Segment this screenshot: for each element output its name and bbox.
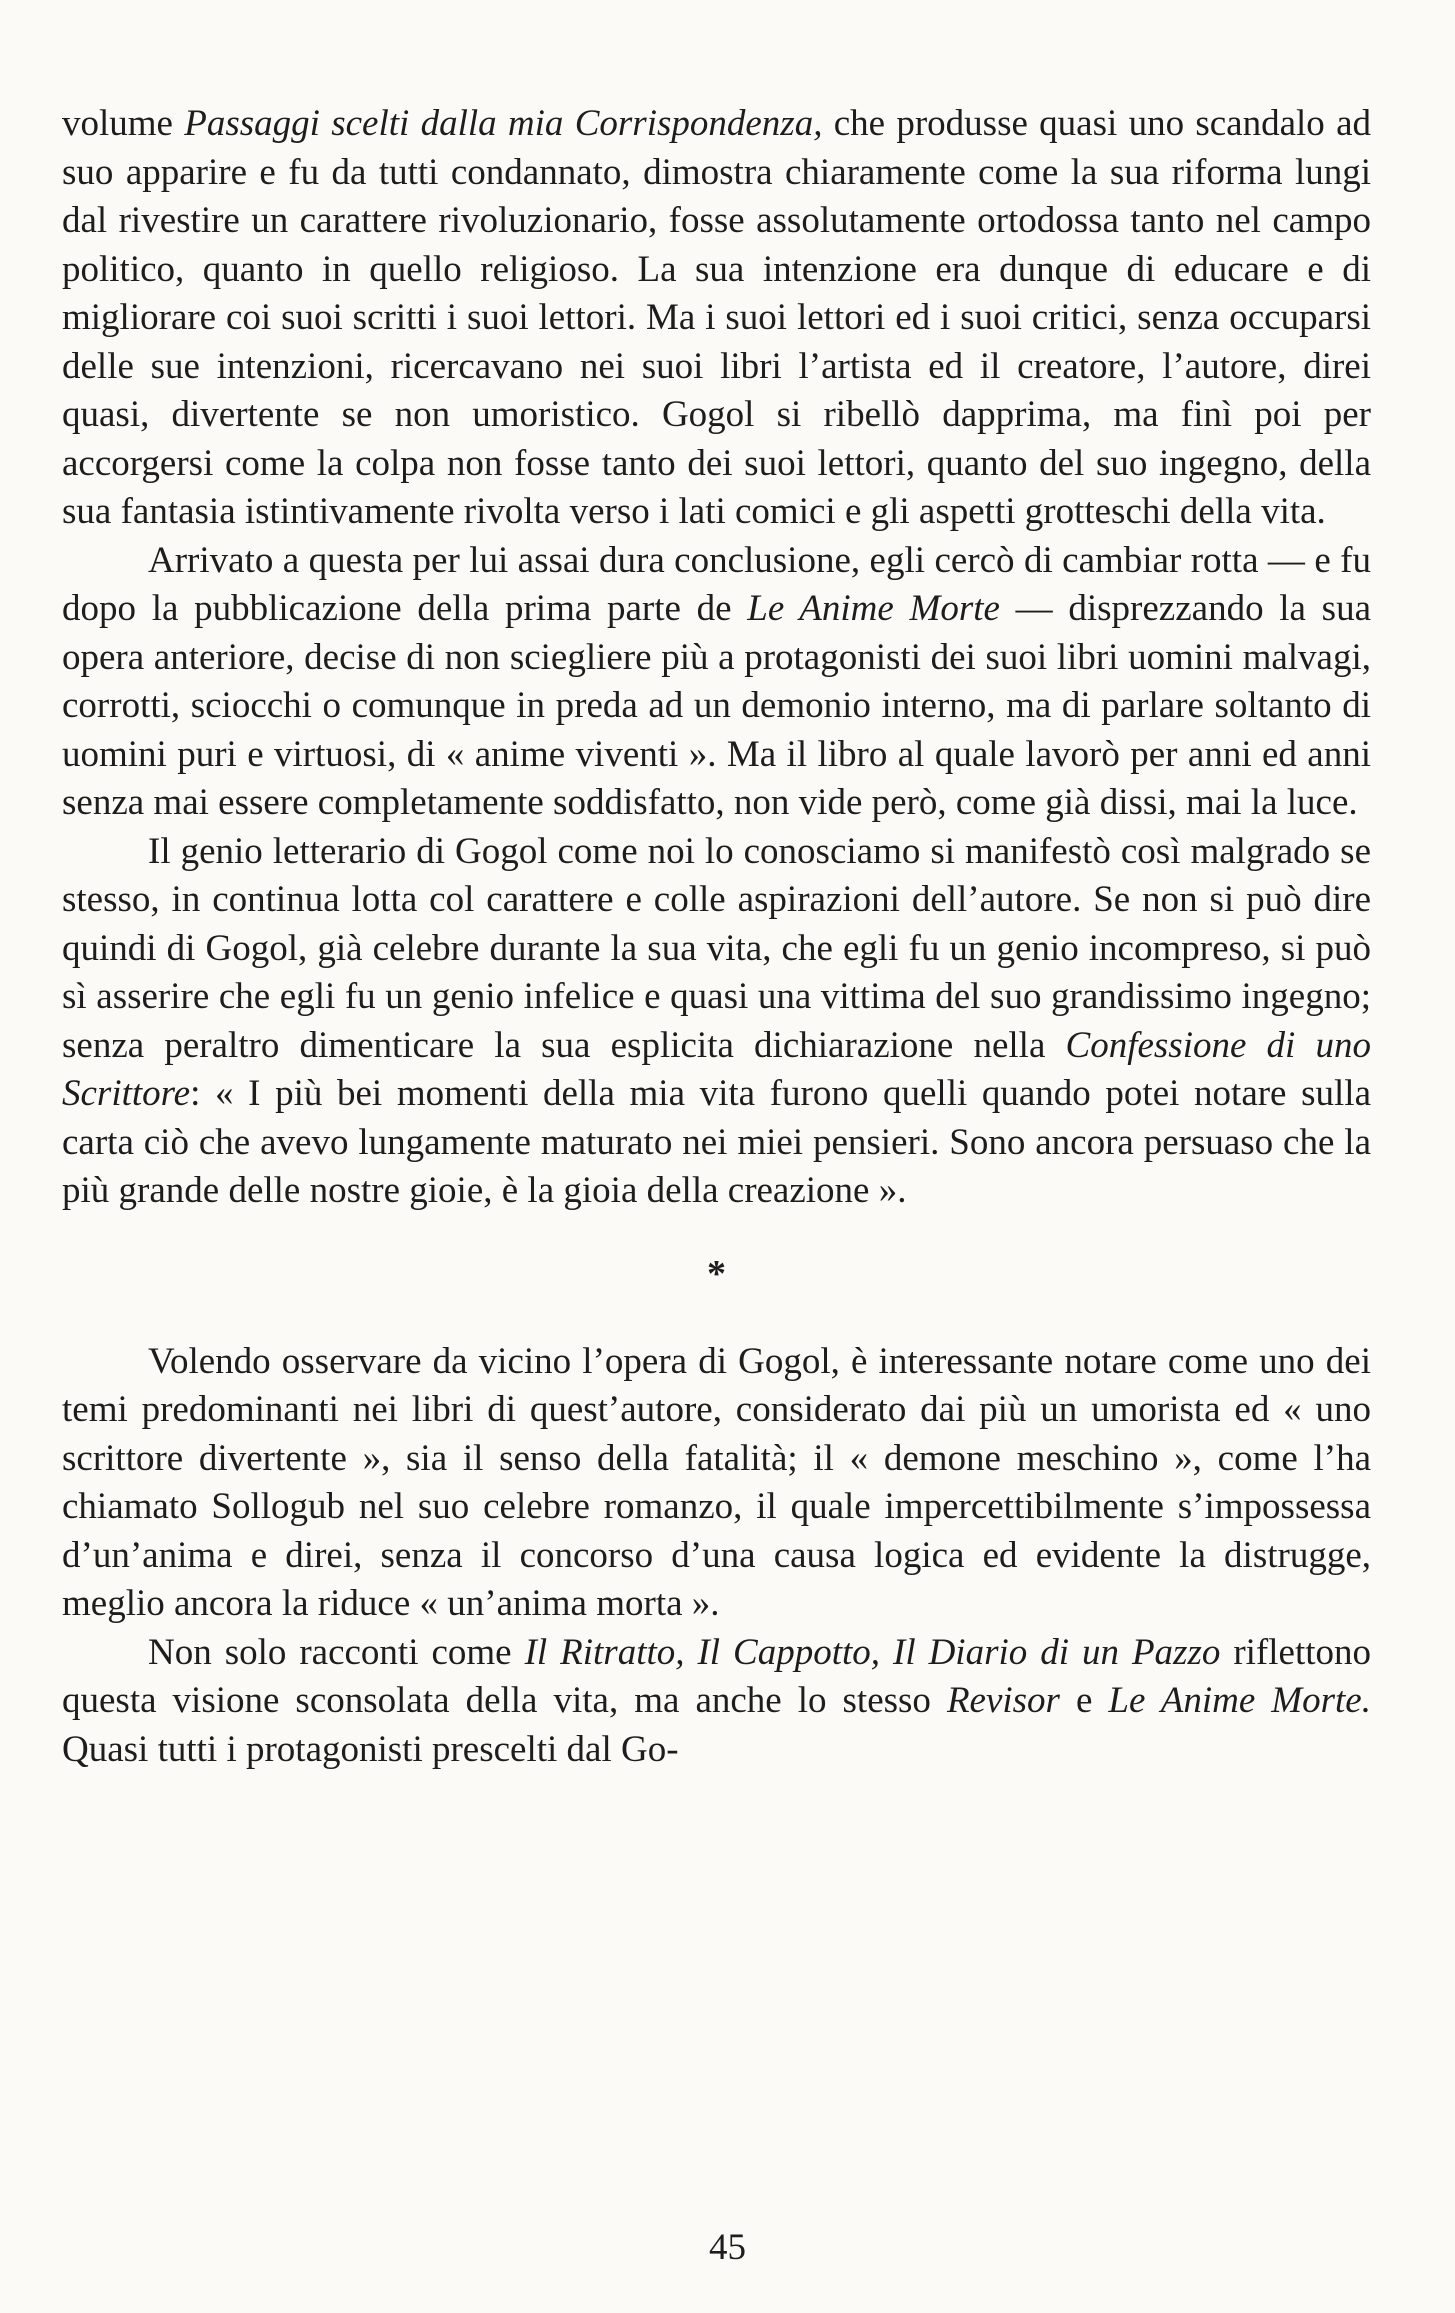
text-run: Non solo racconti come [148,1631,525,1673]
page-number: 45 [709,2227,746,2268]
text-run: — disprezzando la sua opera anteriore, decise di non sciegliere più a protagonisti dei suoi libri uomini malvagi, corrotti, sciocchi o comunque in preda ad un demonio interno, ma di parlare soltanto di uomini puri e virtuosi, di « anime viventi ». Ma il libro al quale lavorò per anni ed anni senza mai essere completamente soddisfatto, non vide però, come già dissi, mai la luce. [62,588,1372,823]
italic-title: Il Ritratto, Il Cappotto, Il Diario di un Pazzo [524,1631,1221,1673]
text-run: Arrivato a questa per lui assai dura conclusione, egli cercò di cambiar rotta — e fu dopo la pubblicazione della prima parte de [62,539,1371,629]
text-run: Quasi tutti i protagonisti prescelti dal Go- [62,1728,679,1770]
paragraph-5 [62,1629,1371,1775]
text-run: volume [62,103,185,144]
paragraph-3 [62,828,1371,1216]
italic-title: Le Anime Morte. [1108,1680,1371,1721]
text-run: : « I più bei momenti della mia vita furono quelli quando potei notare sulla carta ciò che avevo lungamente maturato nei miei pensieri. Sono ancora persuaso che la più grande delle nostre gioie, è la gioia della creazione ». [62,1073,1371,1211]
text-run: riflettono questa visione sconsolata della vita, ma anche lo stesso [62,1631,1371,1721]
section-separator: * [707,1252,726,1295]
paragraph-1 [62,100,1371,537]
paragraph-4 [62,1338,1371,1629]
text-run: e [1059,1680,1109,1721]
text-run: Il genio letterario di Gogol come noi lo conosciamo si manifestò così malgrado se stesso, in continua lotta col carattere e colle aspirazioni dell’autore. Se non si può dire quindi di Gogol, già celebre durante la sua vita, che egli fu un genio incompreso, si può sì asserire che egli fu un genio infelice e quasi una vittima del suo grandissimo ingegno; senza peraltro dimenticare la sua esplicita dichiarazione nella [62,830,1371,1066]
italic-title: Le Anime Morte [747,588,1000,629]
italic-title: Revisor [946,1680,1060,1721]
italic-title: Confessione di uno Scrittore [62,1024,1371,1114]
text-run: che produsse quasi uno scandalo ad suo apparire e fu da tutti condannato, dimostra chiaramente come la sua riforma lungi dal rivestire un carattere rivoluzionario, fosse assolutamente ortodossa tanto nel campo politico, quanto in quello religioso. La sua intenzione era dunque di educare e di migliorare coi suoi scritti i suoi lettori. Ma i suoi lettori ed i suoi critici, senza occuparsi delle sue intenzioni, ricercavano nei suoi libri l’artista ed il creatore, l’autore, direi quasi, divertente se non umoristico. Gogol si ribellò dapprima, ma finì poi per accorgersi come la colpa non fosse tanto dei suoi lettori, quanto del suo ingegno, della sua fantasia istintivamente rivolta verso i lati comici e gli aspetti grotteschi della vita. [62,103,1371,532]
paragraph-2 [62,537,1371,828]
text-run: Volendo osservare da vicino l’opera di Gogol, è interessante notare come uno dei temi predominanti nei libri di quest’autore, considerato dai più un umorista ed « uno scrittore divertente », sia il senso della fatalità; il « demone meschino », come l’ha chiamato Sollogub nel suo celebre romanzo, il quale impercettibilmente s’impossessa d’un’anima e direi, senza il concorso d’una causa logica ed evidente la distrugge, meglio ancora la riduce « un’anima morta ». [62,1340,1371,1624]
italic-title: Passaggi scelti dalla mia Corrispondenza, [184,103,823,144]
